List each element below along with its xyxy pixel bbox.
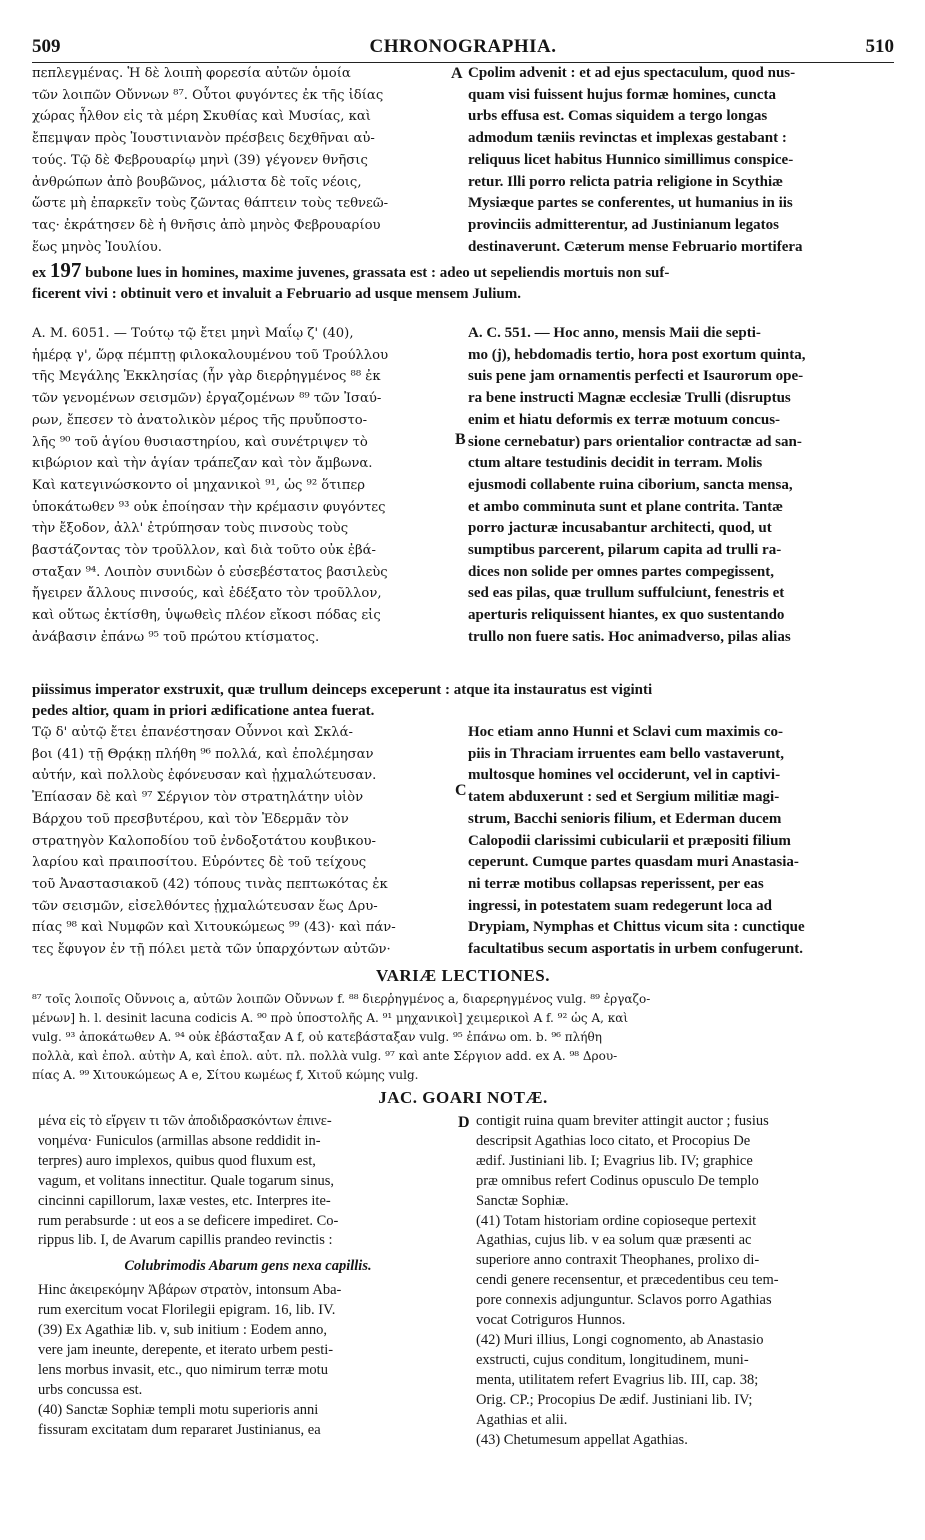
text-line: Calopodii clarissimi cubicularii et præpositi filium [468, 832, 791, 849]
note-line: (42) Muri illius, Longi cognomento, ab Anastasio [476, 1331, 764, 1348]
text-line: dices non solide per omnes partes compegissent, [468, 563, 774, 580]
text-line: χώρας ἦλθον εἰς τὰ μέρη Σκυθίας καὶ Μυσίας, καὶ [32, 109, 371, 125]
folio-number: 197 [49, 260, 82, 282]
note-line: Agathias et alii. [476, 1411, 568, 1428]
text-line: strum, Bacchi senioris filium, et Ederman ducem [468, 810, 782, 827]
text-line: sumptibus parcerent, pilarum capita ad trulli ra- [468, 542, 782, 559]
note-line: Sanctæ Sophiæ. [476, 1192, 569, 1209]
running-title: CHRONOGRAPHIA. [369, 36, 557, 57]
note-line: Agathias, cujus lib. v ea solum quæ præsenti ac [476, 1232, 752, 1249]
full-width-latin-1 [32, 260, 896, 305]
text-line: τὴν ἔξοδον, ἀλλ' ἐτρύπησαν τοὺς πινσοὺς τοὺς [32, 521, 349, 537]
text-line: destinaverunt. Cæterum mense Februario mortifera [468, 238, 803, 255]
text-line: provinciis admitterentur, ad Justinianum legatos [468, 216, 780, 233]
text-line: mo (j), hebdomadis tertio, hora post exortum quinta, [468, 346, 806, 363]
text-line: Βάρχου τοῦ πρεσβυτέρου, καὶ τὸν Ἐδερμᾶν τὸν [32, 811, 349, 827]
footnote-line: μένων] h. l. desinit lacuna codicis A. ⁹⁰ πρὸ ὑποστολῆς A. ⁹¹ μηχανικοὶ] χειμερικοὶ A f. ⁹² ὡς A, καὶ [32, 1011, 629, 1025]
text-line: piissimus imperator exstruxit, quæ trullum deinceps exceperunt : atque ita instauratus est viginti [32, 682, 653, 698]
text-line: τες ἔφυγον ἐν τῇ πόλει μετὰ τῶν ὑπαρχόντων αὐτῶν· [32, 942, 391, 958]
greek-column-lower [32, 722, 462, 961]
note-line: rum exercitum vocat Florilegii epigram. 16, lib. IV. [38, 1302, 336, 1319]
text-line: πίας ⁹⁸ καὶ Νυμφῶν καὶ Χιτουκώμεως ⁹⁹ (43)· καὶ πάν- [32, 920, 396, 936]
text-line: A. M. 6051. — Τούτῳ τῷ ἔτει μηνὶ Μαΐῳ ζ' (40), [32, 326, 354, 341]
text-line: ἡμέρᾳ γ', ὥρᾳ πέμπτῃ φιλοκαλουμένου τοῦ Τρούλλου [32, 347, 389, 363]
page-number-right: 510 [865, 36, 894, 57]
text-line: sed eas pilas, quæ trullum suffulciunt, fenestris et [468, 585, 785, 602]
running-header [32, 36, 894, 60]
variae-lectiones [32, 990, 894, 1085]
text-line: Ἐπίασαν δὲ καὶ ⁹⁷ Σέργιον τὸν στρατηλάτην υἱὸν [32, 790, 364, 806]
note-line: Orig. CP.; Procopius De ædif. Justiniani lib. IV; [476, 1391, 753, 1408]
text-run: ex [32, 265, 47, 281]
text-line: retur. Illi porro relicta patria religione in Scythiæ [468, 173, 783, 190]
text-line: admodum tæniis revinctas et implexas gestabant : [468, 130, 787, 147]
footnote-line: πίας A. ⁹⁹ Χιτουκώμεως A e, Σίτου κωμέως f, Χιτοῦ κώμης vulg. [32, 1068, 419, 1082]
note-line: contigit ruina quam breviter attingit auctor ; fusius [476, 1113, 769, 1129]
text-line: πεπλεγμένας. Ἡ δὲ λοιπὴ φορεσία αὐτῶν ὁμοία [32, 66, 351, 81]
text-line: κιβώριον καὶ τὴν ἁγίαν τράπεζαν καὶ τὸν ἄμβωνα. [32, 456, 373, 472]
text-line: ἔπεμψαν πρὸς Ἰουστινιανὸν πρέσβεις δεχθῆναι αὐ- [32, 131, 375, 147]
text-line: Καὶ κατεγινώσκοντο οἱ μηχανικοὶ ⁹¹, ὡς ⁹² ὅτιπερ [32, 477, 365, 493]
text-line: Mysiæque partes se conferentes, ut humanius in iis [468, 195, 793, 212]
note-line: fissuram excitatam dum repararet Justinianus, ea [38, 1421, 321, 1438]
text-line: καὶ οὕτως ἐκτίσθη, ὑψωθεὶς πλέον εἴκοσι πόδας εἰς [32, 608, 381, 624]
text-line: aperturis reliquissent hiantes, ex quo sustentando [468, 607, 785, 624]
text-line: ra bene instructi Magnæ ecclesiæ Trulli (disruptus [468, 390, 791, 407]
notes-left-column [38, 1112, 458, 1441]
text-line [32, 260, 896, 284]
text-line: ἀνάβασιν ἐπάνω ⁹⁵ τοῦ πρώτου κτίσματος. [32, 629, 320, 645]
note-line: menta, utilitatem refert Evagrius lib. III, cap. 38; [476, 1371, 759, 1388]
margin-marker-d: D [458, 1114, 470, 1131]
text-line: sione cernebatur) pars orientalior contractæ ad san- [468, 433, 802, 450]
note-line: cendi genere recensentur, et præcedentibus ceu tem- [476, 1272, 779, 1289]
variae-heading: VARIÆ LECTIONES. [376, 966, 550, 985]
text-line: σταξαν ⁹⁴. Λοιπὸν συνιδὼν ὁ εὐσεβέστατος βασιλεὺς [32, 564, 388, 580]
text-line: ceperunt. Cumque partes quasdam muri Anastasia- [468, 854, 799, 871]
note-line: præ omnibus refert Codinus opusculo De templo [476, 1172, 759, 1189]
text-line: αὐτήν, καὶ πολλοὺς ἐφόνευσαν καὶ ᾐχμαλώτευσαν. [32, 768, 377, 784]
note-line: superiore anno contraxit Theophanes, prolixo di- [476, 1252, 760, 1269]
text-line: ejusmodi collabente ruina ciborium, sancta mensa, [468, 476, 793, 493]
note-line: rippus lib. I, de Avarum capillis prandeo revinctis : [38, 1232, 333, 1249]
latin-column-lower [468, 722, 896, 961]
text-line: τῶν σεισμῶν, εἰσελθόντες ᾐχμαλώτευσαν ἕως Δρυ- [32, 898, 378, 914]
note-line: (39) Ex Agathiæ lib. v, sub initium : Eodem anno, [38, 1322, 328, 1339]
full-width-latin-2 [32, 680, 896, 722]
notes-heading: JAC. GOARI NOTÆ. [378, 1088, 548, 1107]
text-run: bubone lues in homines, maxime juvenes, grassata est : adeo ut sepeliendis mortuis non suf- [85, 265, 670, 281]
margin-marker-c: C [455, 782, 467, 799]
notes-right-column [476, 1112, 896, 1450]
text-line: ctum altare testudinis decidit in terram. Molis [468, 455, 763, 472]
text-line: τοῦ Ἀναστασιακοῦ (42) τόπους τινὰς πεπτωκότας ἐκ [32, 876, 388, 892]
text-line: Τῷ δ' αὐτῷ ἔτει ἐπανέστησαν Οὖννοι καὶ Σκλά- [32, 725, 354, 740]
note-line: cincinni capillorum, laxæ vestes, etc. Interpres ite- [38, 1192, 331, 1209]
note-line: descripsit Agathias loco citato, et Procopius De [476, 1132, 751, 1149]
latin-column-top [468, 63, 896, 258]
text-line: Cpolim advenit : et ad ejus spectaculum, quod nus- [468, 65, 796, 81]
text-line: tatem abduxerunt : sed et Sergium militiæ magi- [468, 789, 780, 806]
note-line: (41) Totam historiam ordine copioseque pertexit [476, 1212, 757, 1229]
text-line: reliquus licet habitus Hunnico simillimus conspice- [468, 151, 794, 168]
latin-column-mid [468, 323, 896, 649]
note-line: μένα εἰς τὸ εἴργειν τι τῶν ἀποδιδρασκόντων ἐπινε- [38, 1113, 332, 1129]
text-line: βοι (41) τῇ Θρᾴκῃ πλήθη ⁹⁶ πολλά, καὶ ἐπολέμησαν [32, 746, 374, 762]
text-line: facultatibus secum asportatis in urbem confugerunt. [468, 941, 804, 958]
page-number-left: 509 [32, 36, 61, 57]
note-line: pore connexis adjunguntur. Sclavos porro Agathias [476, 1292, 772, 1309]
note-line: (40) Sanctæ Sophiæ templi motu superioris anni [38, 1401, 319, 1418]
text-line: ἀνθρώπων ἀπὸ βουβῶνος, μάλιστα δὲ τοῖς νέοις, [32, 174, 362, 190]
note-line: exstructi, cujus conditum, longitudinem, muni- [476, 1351, 749, 1368]
text-line: quam visi fuissent hujus formæ homines, cuncta [468, 86, 776, 103]
text-line: στρατηγὸν Καλοποδίου τοῦ ἐνδοξοτάτου κουβικου- [32, 833, 377, 849]
note-line: ædif. Justiniani lib. I; Evagrius lib. IV; graphice [476, 1152, 753, 1169]
footnote-line: πολλὰ, καὶ ἐπολ. αὐτὴν A, καὶ ἐπολ. αὐτ. πλ. πολλὰ vulg. ⁹⁷ καὶ ante Σέργιον add. ex A. ⁹⁸ Δρου- [32, 1049, 618, 1063]
note-line: vagum, et volitans innectitur. Quale togarum sinus, [38, 1172, 334, 1189]
text-line: τούς. Τῷ δὲ Φεβρουαρίῳ μηνὶ (39) γέγονεν θνῆσις [32, 152, 368, 168]
note-line: lens morbus invasit, etc., quo nimirum terræ motu [38, 1361, 328, 1378]
note-line: vocat Cotriguros Hunnos. [476, 1312, 626, 1329]
text-line: τῆς Μεγάλης Ἐκκλησίας (ἦν γὰρ διερῥηγμένος ⁸⁸ ἐκ [32, 369, 381, 385]
text-line: ἤγειρεν ἄλλους πινσούς, καὶ ἐδέξατο τὸν τροῦλλον, [32, 586, 382, 602]
text-line: λαρίου καὶ πραιποσίτου. Εὑρόντες δὲ τοῦ τείχους [32, 855, 367, 871]
text-line: τῶν λοιπῶν Οὔννων ⁸⁷. Οὗτοι φυγόντες ἐκ τῆς ἰδίας [32, 87, 384, 103]
text-line: ρων, ἔπεσεν τὸ ἀνατολικὸν μέρος τῆς πρυὔποστο- [32, 412, 368, 428]
text-line: urbs effusa est. Comas siquidem a tergo longas [468, 108, 768, 125]
text-line: pedes altior, quam in priori ædificatione antea fuerat. [32, 703, 375, 719]
note-line: urbs concussa est. [38, 1381, 143, 1398]
text-line: λῆς ⁹⁰ τοῦ ἁγίου θυσιαστηρίου, καὶ συνέτριψεν τὸ [32, 434, 368, 450]
note-line: terpres) auro implexos, quibus quod fluxum est, [38, 1152, 316, 1169]
text-line: ὥστε μὴ ἐπαρκεῖν τοὺς ζῶντας θάπτειν τοὺς τεθνεῶ- [32, 196, 389, 212]
margin-marker-b: B [455, 431, 466, 448]
note-line: νοημένα· Funiculos (armillas absone reddidit in- [38, 1132, 321, 1149]
text-line: et ambo comminuta sunt et plane contrita. Tantæ [468, 498, 784, 515]
text-line: piis in Thraciam irruentes eam bello vastaverunt, [468, 745, 784, 762]
text-line: ingressi, in potestatem suam redegerunt loca ad [468, 897, 773, 914]
margin-marker-a: A [451, 65, 463, 82]
footnote-line: vulg. ⁹³ ἀποκάτωθεν A. ⁹⁴ οὐκ ἐβάσταξαν A f, οὐ κατεβάσταξαν vulg. ⁹⁵ ἐπάνω om. b. ⁹⁶ πλήθη [32, 1030, 602, 1044]
verse-quote: Colubrimodis Abarum gens nexa capillis. [124, 1258, 372, 1275]
text-line: porro jacturæ incusabantur architecti, quod, ut [468, 520, 772, 537]
text-line: trullo non fuere satis. Hoc animadverso, pilas alias [468, 628, 791, 645]
text-line: enim et hiatu deformis ex terræ motuum concus- [468, 411, 781, 428]
text-line: Drypiam, Nymphas et Chittus vicum sita : cunctique [468, 919, 805, 936]
text-line: A. C. 551. — Hoc anno, mensis Maii die septi- [468, 325, 761, 341]
text-line: τῶν γενομένων σεισμῶν) ἐργαζομένων ⁸⁹ τῶν Ἰσαύ- [32, 391, 382, 407]
text-line: suis pene jam ornamentis perfecti et Isaurorum ope- [468, 368, 804, 385]
greek-column-top [32, 63, 462, 258]
text-line: ficerent vivi : obtinuit vero et invaluit a Februario ad usque mensem Julium. [32, 286, 522, 302]
text-line: multosque homines vel occiderunt, vel in captivi- [468, 767, 781, 784]
note-line: vere jam ineunte, derepente, et iterato urbem pesti- [38, 1341, 334, 1358]
footnote-line: ⁸⁷ τοῖς λοιποῖς Οὔννοις a, αὐτῶν λοιπῶν Οὔννων f. ⁸⁸ διερῥηγμένος a, διαρερηγμένος vulg. ⁸⁹ ἐργαζο- [32, 992, 651, 1006]
note-line: Hinc ἀκειρεκόμην Ἀβάρων στρατὸν, intonsum Aba- [38, 1282, 342, 1299]
text-line: Hoc etiam anno Hunni et Sclavi cum maximis co- [468, 724, 783, 740]
note-line: rum perabsurde : ut eos a se deficere impediret. Co- [38, 1212, 339, 1229]
greek-column-mid [32, 323, 462, 649]
text-line: τας· ἐκράτησεν δὲ ἡ θνῆσις ἀπὸ μηνὸς Φεβρουαρίου [32, 217, 381, 233]
text-line: βαστάζοντας τὸν τροῦλλον, καὶ διὰ τοῦτο οὐκ ἐβά- [32, 543, 376, 559]
text-line: ἕως μηνὸς Ἰουλίου. [32, 239, 162, 255]
note-line: (43) Chetumesum appellat Agathias. [476, 1431, 688, 1448]
text-line: ni terræ motibus collapsas reperissent, per eas [468, 875, 764, 892]
text-line: ὑποκάτωθεν ⁹³ οὐκ ἐποίησαν τὴν κρέμασιν φυγόντες [32, 499, 386, 515]
